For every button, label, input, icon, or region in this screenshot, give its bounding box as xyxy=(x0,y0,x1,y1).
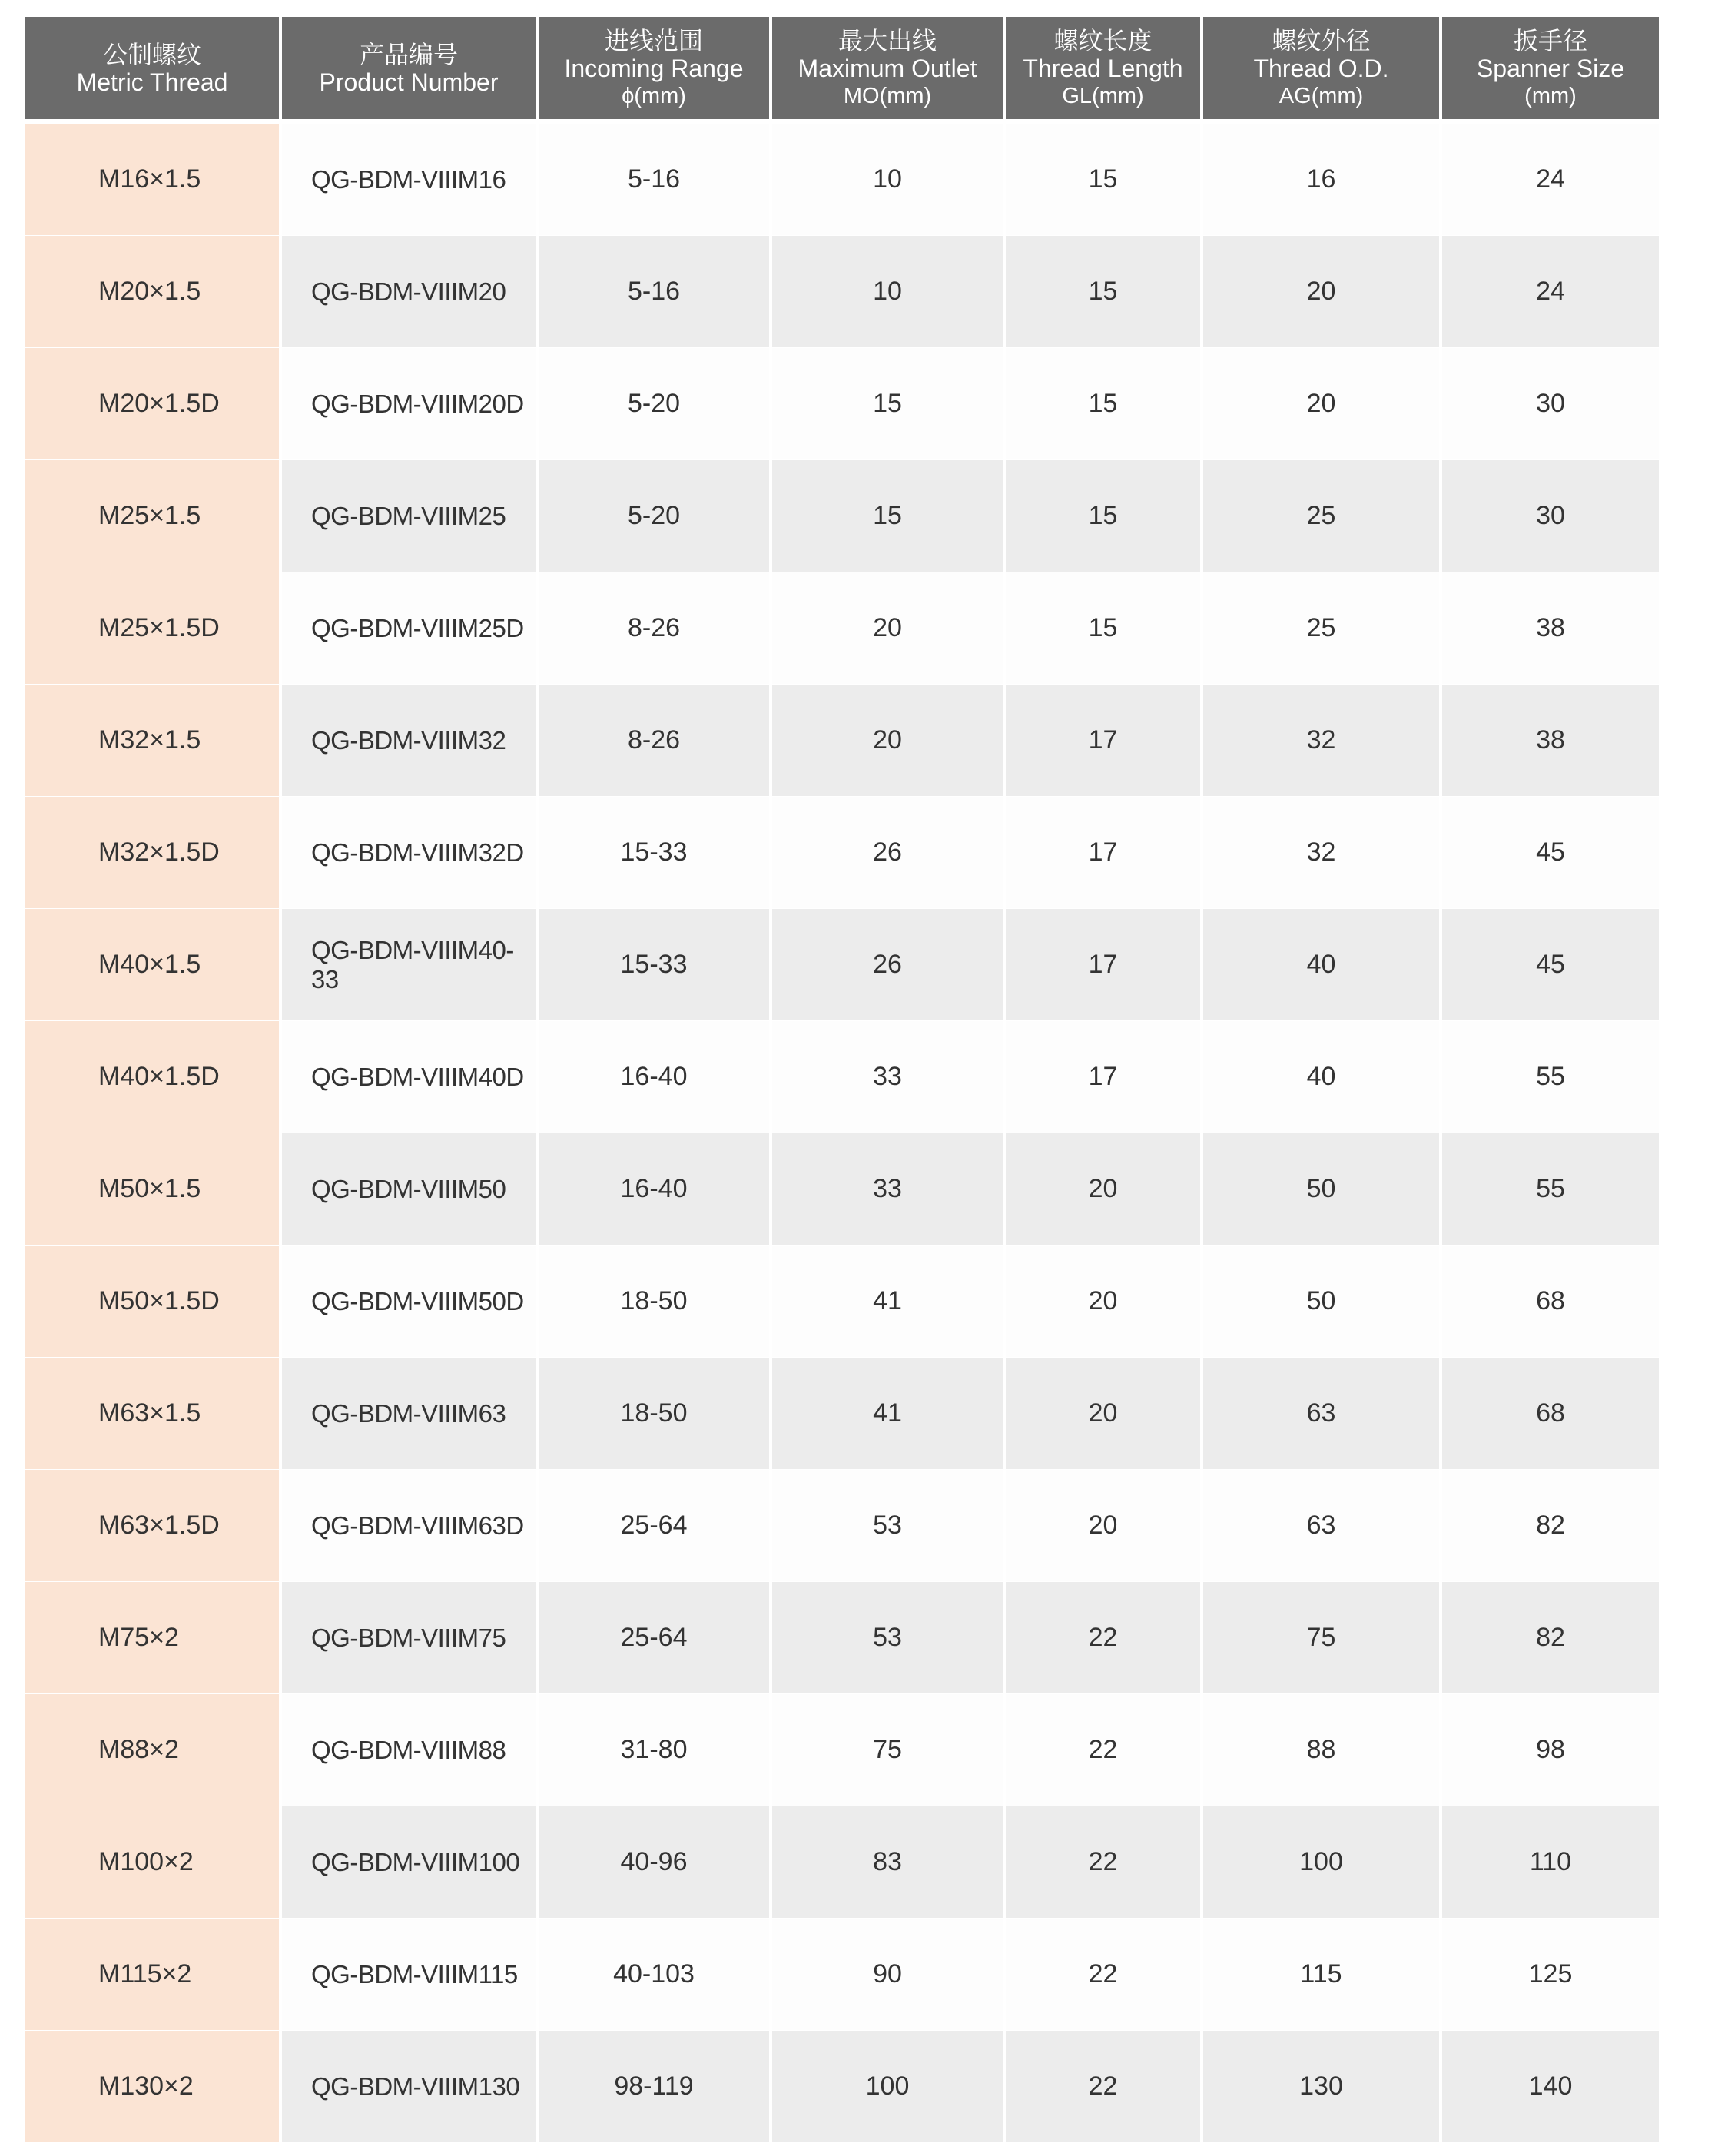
table-body xyxy=(25,124,1659,2143)
spanner-size-cell: 45 xyxy=(1442,909,1659,1021)
header-zh: 扳手径 xyxy=(1513,26,1587,55)
thread-length-cell: 22 xyxy=(1006,1694,1200,1806)
metric-thread-cell: M32×1.5D xyxy=(25,797,279,909)
thread-od-cell: 40 xyxy=(1203,1021,1439,1133)
maximum-outlet-cell: 75 xyxy=(772,1694,1003,1806)
maximum-outlet-cell: 33 xyxy=(772,1133,1003,1246)
incoming-range-cell: 5-16 xyxy=(539,124,769,236)
product-number-cell: QG-BDM-VIIIM25 xyxy=(282,460,536,572)
spanner-size-cell: 98 xyxy=(1442,1694,1659,1806)
incoming-range-cell: 15-33 xyxy=(539,797,769,909)
table-row xyxy=(25,1246,1659,1358)
maximum-outlet-cell: 20 xyxy=(772,685,1003,797)
incoming-range-cell: 16-40 xyxy=(539,1133,769,1246)
maximum-outlet-cell: 53 xyxy=(772,1470,1003,1582)
thread-length-cell: 15 xyxy=(1006,460,1200,572)
incoming-range-cell: 18-50 xyxy=(539,1246,769,1358)
header-zh: 最大出线 xyxy=(837,26,937,55)
product-number-cell: QG-BDM-VIIIM88 xyxy=(282,1694,536,1806)
product-number-cell: QG-BDM-VIIIM20 xyxy=(282,236,536,348)
thread-od-cell: 63 xyxy=(1203,1358,1439,1470)
product-number-cell: QG-BDM-VIIIM100 xyxy=(282,1806,536,1919)
thread-length-cell: 15 xyxy=(1006,124,1200,236)
product-number-cell: QG-BDM-VIIIM25D xyxy=(282,572,536,685)
metric-thread-cell: M50×1.5 xyxy=(25,1133,279,1246)
thread-length-cell: 22 xyxy=(1006,1806,1200,1919)
table-row xyxy=(25,1470,1659,1582)
header-spanner-size xyxy=(1442,17,1659,124)
maximum-outlet-cell: 41 xyxy=(772,1358,1003,1470)
metric-thread-cell: M88×2 xyxy=(25,1694,279,1806)
table-row xyxy=(25,124,1659,236)
maximum-outlet-cell: 26 xyxy=(772,797,1003,909)
metric-thread-cell: M40×1.5D xyxy=(25,1021,279,1133)
header-incoming-range xyxy=(539,17,769,124)
incoming-range-cell: 40-96 xyxy=(539,1806,769,1919)
metric-thread-cell: M100×2 xyxy=(25,1806,279,1919)
table-row xyxy=(25,1133,1659,1246)
header-unit: (mm) xyxy=(1524,83,1577,108)
spanner-size-cell: 38 xyxy=(1442,572,1659,685)
incoming-range-cell: 25-64 xyxy=(539,1470,769,1582)
thread-od-cell: 20 xyxy=(1203,348,1439,460)
table-row xyxy=(25,1358,1659,1470)
table-row xyxy=(25,236,1659,348)
header-en: Spanner Size xyxy=(1476,54,1625,82)
maximum-outlet-cell: 90 xyxy=(772,1919,1003,2031)
thread-od-cell: 16 xyxy=(1203,124,1439,236)
thread-length-cell: 17 xyxy=(1006,909,1200,1021)
thread-od-cell: 32 xyxy=(1203,685,1439,797)
thread-length-cell: 15 xyxy=(1006,348,1200,460)
metric-thread-cell: M16×1.5 xyxy=(25,124,279,236)
incoming-range-cell: 5-16 xyxy=(539,236,769,348)
maximum-outlet-cell: 10 xyxy=(772,124,1003,236)
incoming-range-cell: 5-20 xyxy=(539,460,769,572)
header-product-number xyxy=(282,17,536,124)
thread-od-cell: 50 xyxy=(1203,1133,1439,1246)
spanner-size-cell: 82 xyxy=(1442,1582,1659,1694)
spanner-size-cell: 30 xyxy=(1442,460,1659,572)
incoming-range-cell: 25-64 xyxy=(539,1582,769,1694)
product-number-cell: QG-BDM-VIIIM115 xyxy=(282,1919,536,2031)
incoming-range-cell: 31-80 xyxy=(539,1694,769,1806)
spanner-size-cell: 82 xyxy=(1442,1470,1659,1582)
maximum-outlet-cell: 26 xyxy=(772,909,1003,1021)
header-zh: 公制螺纹 xyxy=(102,40,201,68)
product-number-cell: QG-BDM-VIIIM32 xyxy=(282,685,536,797)
thread-od-cell: 25 xyxy=(1203,572,1439,685)
spanner-size-cell: 110 xyxy=(1442,1806,1659,1919)
thread-length-cell: 20 xyxy=(1006,1246,1200,1358)
maximum-outlet-cell: 33 xyxy=(772,1021,1003,1133)
thread-length-cell: 22 xyxy=(1006,1582,1200,1694)
thread-length-cell: 22 xyxy=(1006,1919,1200,2031)
header-unit: MO(mm) xyxy=(843,83,932,108)
incoming-range-cell: 15-33 xyxy=(539,909,769,1021)
header-en: Maximum Outlet xyxy=(798,54,977,82)
thread-od-cell: 130 xyxy=(1203,2031,1439,2143)
maximum-outlet-cell: 20 xyxy=(772,572,1003,685)
maximum-outlet-cell: 100 xyxy=(772,2031,1003,2143)
header-maximum-outlet xyxy=(772,17,1003,124)
header-zh: 产品编号 xyxy=(359,40,458,68)
maximum-outlet-cell: 83 xyxy=(772,1806,1003,1919)
spanner-size-cell: 24 xyxy=(1442,236,1659,348)
metric-thread-cell: M25×1.5 xyxy=(25,460,279,572)
thread-length-cell: 20 xyxy=(1006,1358,1200,1470)
spec-table xyxy=(22,17,1662,2143)
metric-thread-cell: M75×2 xyxy=(25,1582,279,1694)
thread-od-cell: 32 xyxy=(1203,797,1439,909)
metric-thread-cell: M115×2 xyxy=(25,1919,279,2031)
maximum-outlet-cell: 15 xyxy=(772,348,1003,460)
product-number-cell: QG-BDM-VIIIM75 xyxy=(282,1582,536,1694)
product-number-cell: QG-BDM-VIIIM32D xyxy=(282,797,536,909)
incoming-range-cell: 16-40 xyxy=(539,1021,769,1133)
thread-od-cell: 100 xyxy=(1203,1806,1439,1919)
table-row xyxy=(25,1582,1659,1694)
spanner-size-cell: 125 xyxy=(1442,1919,1659,2031)
thread-od-cell: 88 xyxy=(1203,1694,1439,1806)
spanner-size-cell: 68 xyxy=(1442,1246,1659,1358)
product-number-cell: QG-BDM-VIIIM50 xyxy=(282,1133,536,1246)
metric-thread-cell: M25×1.5D xyxy=(25,572,279,685)
header-thread-od xyxy=(1203,17,1439,124)
table-row xyxy=(25,797,1659,909)
header-en: Metric Thread xyxy=(76,68,228,96)
thread-od-cell: 115 xyxy=(1203,1919,1439,2031)
table-row xyxy=(25,909,1659,1021)
thread-od-cell: 50 xyxy=(1203,1246,1439,1358)
thread-length-cell: 17 xyxy=(1006,797,1200,909)
spanner-size-cell: 24 xyxy=(1442,124,1659,236)
metric-thread-cell: M40×1.5 xyxy=(25,909,279,1021)
table-row xyxy=(25,685,1659,797)
table-row xyxy=(25,2031,1659,2143)
thread-length-cell: 20 xyxy=(1006,1470,1200,1582)
product-number-cell: QG-BDM-VIIIM16 xyxy=(282,124,536,236)
header-unit: AG(mm) xyxy=(1279,83,1364,108)
product-number-cell: QG-BDM-VIIIM63D xyxy=(282,1470,536,1582)
table-row xyxy=(25,460,1659,572)
header-unit: GL(mm) xyxy=(1062,83,1144,108)
maximum-outlet-cell: 53 xyxy=(772,1582,1003,1694)
thread-length-cell: 22 xyxy=(1006,2031,1200,2143)
thread-od-cell: 20 xyxy=(1203,236,1439,348)
spanner-size-cell: 55 xyxy=(1442,1133,1659,1246)
spanner-size-cell: 38 xyxy=(1442,685,1659,797)
table-row xyxy=(25,572,1659,685)
table-row xyxy=(25,1806,1659,1919)
maximum-outlet-cell: 10 xyxy=(772,236,1003,348)
header-en: Thread O.D. xyxy=(1253,54,1389,82)
spanner-size-cell: 68 xyxy=(1442,1358,1659,1470)
thread-length-cell: 17 xyxy=(1006,1021,1200,1133)
incoming-range-cell: 98-119 xyxy=(539,2031,769,2143)
header-en: Incoming Range xyxy=(564,54,744,82)
header-en: Thread Length xyxy=(1023,54,1183,82)
product-number-cell: QG-BDM-VIIIM130 xyxy=(282,2031,536,2143)
metric-thread-cell: M63×1.5 xyxy=(25,1358,279,1470)
spanner-size-cell: 140 xyxy=(1442,2031,1659,2143)
header-thread-length xyxy=(1006,17,1200,124)
spanner-size-cell: 55 xyxy=(1442,1021,1659,1133)
incoming-range-cell: 8-26 xyxy=(539,572,769,685)
header-metric-thread xyxy=(25,17,279,124)
table-row xyxy=(25,1021,1659,1133)
metric-thread-cell: M63×1.5D xyxy=(25,1470,279,1582)
incoming-range-cell: 8-26 xyxy=(539,685,769,797)
thread-length-cell: 17 xyxy=(1006,685,1200,797)
thread-od-cell: 63 xyxy=(1203,1470,1439,1582)
table-row xyxy=(25,348,1659,460)
metric-thread-cell: M50×1.5D xyxy=(25,1246,279,1358)
header-en: Product Number xyxy=(319,68,499,96)
header-unit: ϕ(mm) xyxy=(622,83,686,108)
thread-od-cell: 40 xyxy=(1203,909,1439,1021)
product-number-cell: QG-BDM-VIIIM40D xyxy=(282,1021,536,1133)
thread-od-cell: 75 xyxy=(1203,1582,1439,1694)
product-number-cell: QG-BDM-VIIIM20D xyxy=(282,348,536,460)
table-row xyxy=(25,1694,1659,1806)
product-number-cell: QG-BDM-VIIIM40-33 xyxy=(282,909,536,1021)
spanner-size-cell: 30 xyxy=(1442,348,1659,460)
thread-length-cell: 15 xyxy=(1006,572,1200,685)
header-zh: 螺纹外径 xyxy=(1272,26,1371,55)
maximum-outlet-cell: 15 xyxy=(772,460,1003,572)
incoming-range-cell: 5-20 xyxy=(539,348,769,460)
metric-thread-cell: M20×1.5 xyxy=(25,236,279,348)
metric-thread-cell: M32×1.5 xyxy=(25,685,279,797)
thread-length-cell: 15 xyxy=(1006,236,1200,348)
incoming-range-cell: 40-103 xyxy=(539,1919,769,2031)
product-number-cell: QG-BDM-VIIIM63 xyxy=(282,1358,536,1470)
metric-thread-cell: M20×1.5D xyxy=(25,348,279,460)
incoming-range-cell: 18-50 xyxy=(539,1358,769,1470)
header-zh: 进线范围 xyxy=(604,26,703,55)
metric-thread-cell: M130×2 xyxy=(25,2031,279,2143)
header-zh: 螺纹长度 xyxy=(1053,26,1153,55)
maximum-outlet-cell: 41 xyxy=(772,1246,1003,1358)
product-number-cell: QG-BDM-VIIIM50D xyxy=(282,1246,536,1358)
table-row xyxy=(25,1919,1659,2031)
thread-length-cell: 20 xyxy=(1006,1133,1200,1246)
spanner-size-cell: 45 xyxy=(1442,797,1659,909)
header-row xyxy=(25,17,1659,124)
thread-od-cell: 25 xyxy=(1203,460,1439,572)
